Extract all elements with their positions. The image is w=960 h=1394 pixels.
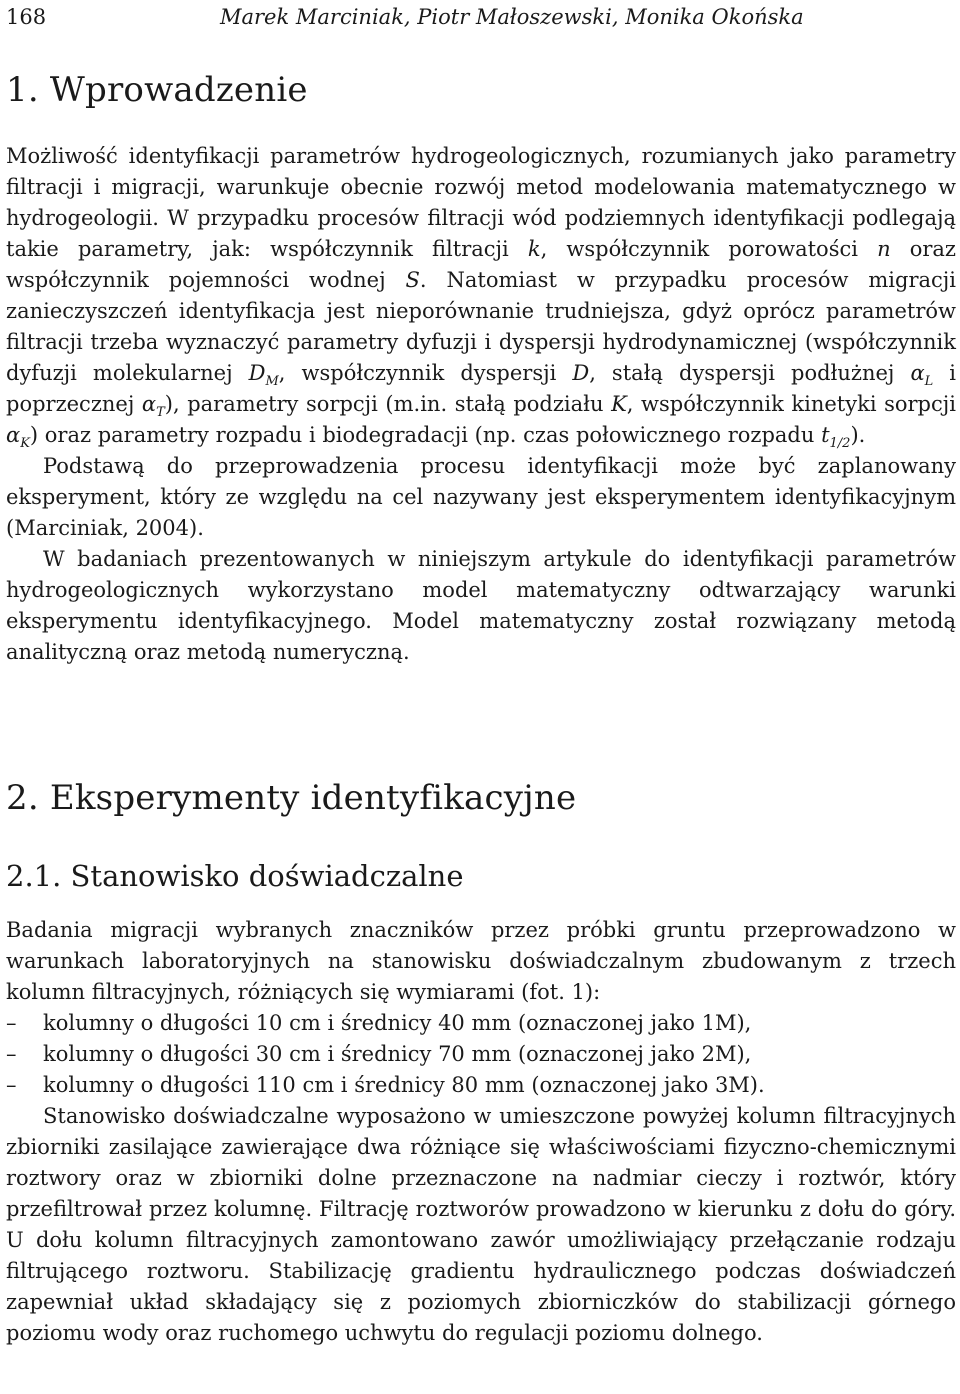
symbol-S: S — [405, 268, 420, 292]
list-item: – kolumny o długości 110 cm i średnicy 80 mm (oznaczonej jako 3M). — [6, 1070, 956, 1101]
list-dash: – — [6, 1073, 17, 1097]
header-authors: Marek Marciniak, Piotr Małoszewski, Monika Okońska — [220, 5, 804, 29]
setup-body — [6, 915, 956, 1349]
symbol-alpha-L: α — [910, 361, 925, 385]
symbol-D2: D — [572, 361, 590, 385]
list-dash: – — [6, 1011, 17, 1035]
section-heading-introduction: 1. Wprowadzenie — [6, 70, 308, 110]
list-item: – kolumny o długości 10 cm i średnicy 40 mm (oznaczonej jako 1M), — [6, 1008, 956, 1039]
column-list — [6, 1008, 956, 1101]
symbol-alpha-K: α — [6, 423, 21, 447]
subsection-heading-setup: 2.1. Stanowisko doświadczalne — [6, 859, 464, 893]
section-heading-experiments: 2. Eksperymenty identyfikacyjne — [6, 778, 577, 818]
symbol-t: t — [821, 423, 830, 447]
running-header — [6, 2, 956, 32]
setup-paragraph-2: Stanowisko doświadczalne wyposażono w umieszczone powyżej kolumn filtracyjnych zbiorniki zasilające zawierające dwa różniące się właściwościami fizyczno-chemicznymi roztwory oraz w zbiorniki dolne przeznaczone na nadmiar cieczy i roztwór, który przefiltrował przez kolumnę. Filtrację roztworów prowadzono w kierunku z dołu do góry. U dołu kolumn filtracyjnych zamontowano zawór umożliwiający przełączanie rodzaju filtrującego roztworu. Stabilizację gradientu hydraulicznego podczas doświadczeń zapewniał układ składający się z poziomych zbiorniczków do stabilizacji górnego poziomu wody oraz ruchomego uchwytu do regulacji poziomu dolnego. — [6, 1104, 956, 1345]
symbol-K: K — [611, 392, 627, 416]
setup-paragraph-1: Badania migracji wybranych znaczników przez próbki gruntu przeprowadzono w warunkach laboratoryjnych na stanowisku doświadczalnym zbudowanym z trzech kolumn filtracyjnych, różniących się wymiarami (fot. 1): — [6, 918, 956, 1004]
page-number: 168 — [6, 5, 47, 29]
introduction-paragraph-1: Możliwość identyfikacji parametrów hydrogeologicznych, rozumianych jako parametry filtracji i migracji, warunkuje obecnie rozwój metod modelowania matematycznego w hydrogeologii. W przypadku procesów filtracji wód podziemnych identyfikacji podlegają takie parametry, jak: współczynnik filtracji k, współczynnik porowatości n oraz współczynnik pojemności wodnej S. Natomiast w przypadku procesów migracji zanieczyszczeń identyfikacja jest nieporównanie trudniejsza, gdyż oprócz parametrów filtracji trzeba wyznaczyć parametry dyfuzji i dyspersji hydrodynamicznej (współczynnik dyfuzji molekularnej $D_M$, współczynnik dyspersji D, stałą dyspersji podłużnej $\alpha_L$ i poprzecznej $\alpha_T$), parametry sorpcji (m.in. stałą podziału K, współczynnik kinetyki sorpcji $\alpha_K$) oraz parametry rozpadu i biodegradacji (np. czas połowicznego rozpadu $t_{1/2}$). — [6, 144, 957, 452]
symbol-k: k — [527, 237, 541, 261]
introduction-paragraph-3: W badaniach prezentowanych w niniejszym artykule do identyfikacji parametrów hydrogeologicznych wykorzystano model matematyczny odtwarzający warunki eksperymentu identyfikacyjnego. Model matematyczny został rozwiązany metodą analityczną oraz metodą numeryczną. — [6, 547, 956, 664]
list-dash: – — [6, 1042, 17, 1066]
introduction-body — [6, 141, 956, 668]
symbol-alpha-T: α — [141, 392, 157, 416]
symbol-D: D — [248, 361, 266, 385]
symbol-n: n — [877, 237, 891, 261]
introduction-paragraph-2: Podstawą do przeprowadzenia procesu identyfikacji może być zaplanowany eksperyment, który ze względu na cel nazywany jest eksperymentem identyfikacyjnym (Marciniak, 2004). — [6, 454, 956, 540]
list-item: – kolumny o długości 30 cm i średnicy 70 mm (oznaczonej jako 2M), — [6, 1039, 956, 1070]
